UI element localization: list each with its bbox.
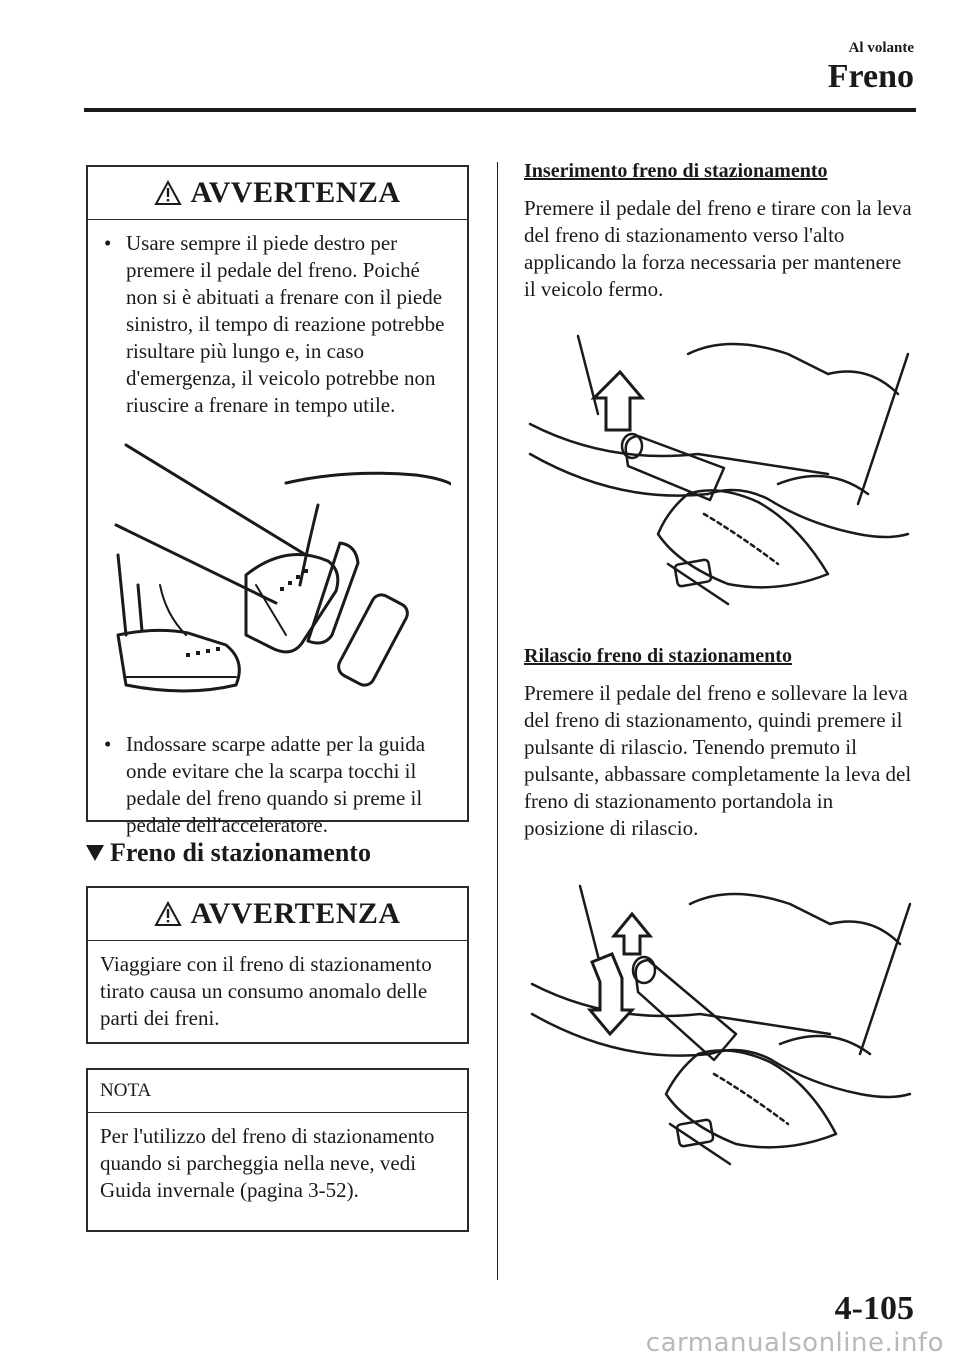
warning-item-shoes <box>100 731 453 839</box>
column-divider <box>497 162 498 1280</box>
bullet-icon: • <box>104 231 112 255</box>
note-box <box>86 1068 469 1232</box>
warning-item-text: Indossare scarpe adatte per la guida onde evitare che la scarpa tocchi il pedale del freno quando si preme il pedale dell'acceleratore. <box>126 732 426 837</box>
page-title: Freno <box>827 58 914 95</box>
page-number: 4-105 <box>834 1290 914 1327</box>
engage-text: Premere il pedale del freno e tirare con la leva del freno di stazionamento verso l'alto applicando la forza necessaria per mantenere il veicolo fermo. <box>524 196 912 301</box>
warning-item-right-foot <box>100 230 453 419</box>
warning-box-pedal <box>86 165 469 837</box>
warning-header <box>88 167 467 220</box>
warning-header <box>88 888 467 941</box>
watermark: carmanualsonline.info <box>645 1328 944 1358</box>
engage-section <box>524 160 916 303</box>
pedal-shoes-illustration <box>96 435 451 713</box>
warning-triangle-icon <box>154 180 182 206</box>
warning-box-parking <box>86 886 469 1044</box>
warning-title: AVVERTENZA <box>190 176 401 209</box>
section-heading-text: Freno di stazionamento <box>110 838 371 867</box>
header-divider <box>84 108 916 112</box>
section-triangle-icon <box>86 845 104 861</box>
note-body: Per l'utilizzo del freno di stazionamento quando si parcheggia nella neve, vedi Guida invernale (pagina 3-52). <box>100 1124 435 1202</box>
warning-body: Viaggiare con il freno di stazionamento tirato causa un consumo anomalo delle parti dei freni. <box>100 952 432 1030</box>
release-text: Premere il pedale del freno e sollevare la leva del freno di stazionamento, quindi premere il pulsante di rilascio. Tenendo premuto il pulsante, abbassare completamente la leva del freno di stazionamento portandola in posizione di rilascio. <box>524 681 912 840</box>
release-heading: Rilascio freno di stazionamento <box>524 645 792 667</box>
engage-heading: Inserimento freno di stazionamento <box>524 160 828 182</box>
section-heading-parking-brake <box>86 838 371 868</box>
warning-title: AVVERTENZA <box>190 897 401 930</box>
note-header: NOTA <box>88 1070 467 1113</box>
warning-triangle-icon <box>154 901 182 927</box>
parking-brake-engage-illustration <box>528 334 914 618</box>
bullet-icon: • <box>104 732 112 756</box>
parking-brake-release-illustration <box>530 884 916 1178</box>
release-section <box>524 645 916 842</box>
warning-body <box>88 220 467 851</box>
header-section-label: Al volante <box>848 40 914 56</box>
warning-item-text: Usare sempre il piede destro per premere il pedale del freno. Poiché non si è abituati a frenare con il piede sinistro, il tempo di reazione potrebbe risultare più lungo e, in caso d'emergenza, il veicolo potrebbe non riuscire a frenare in tempo utile. <box>126 231 445 417</box>
